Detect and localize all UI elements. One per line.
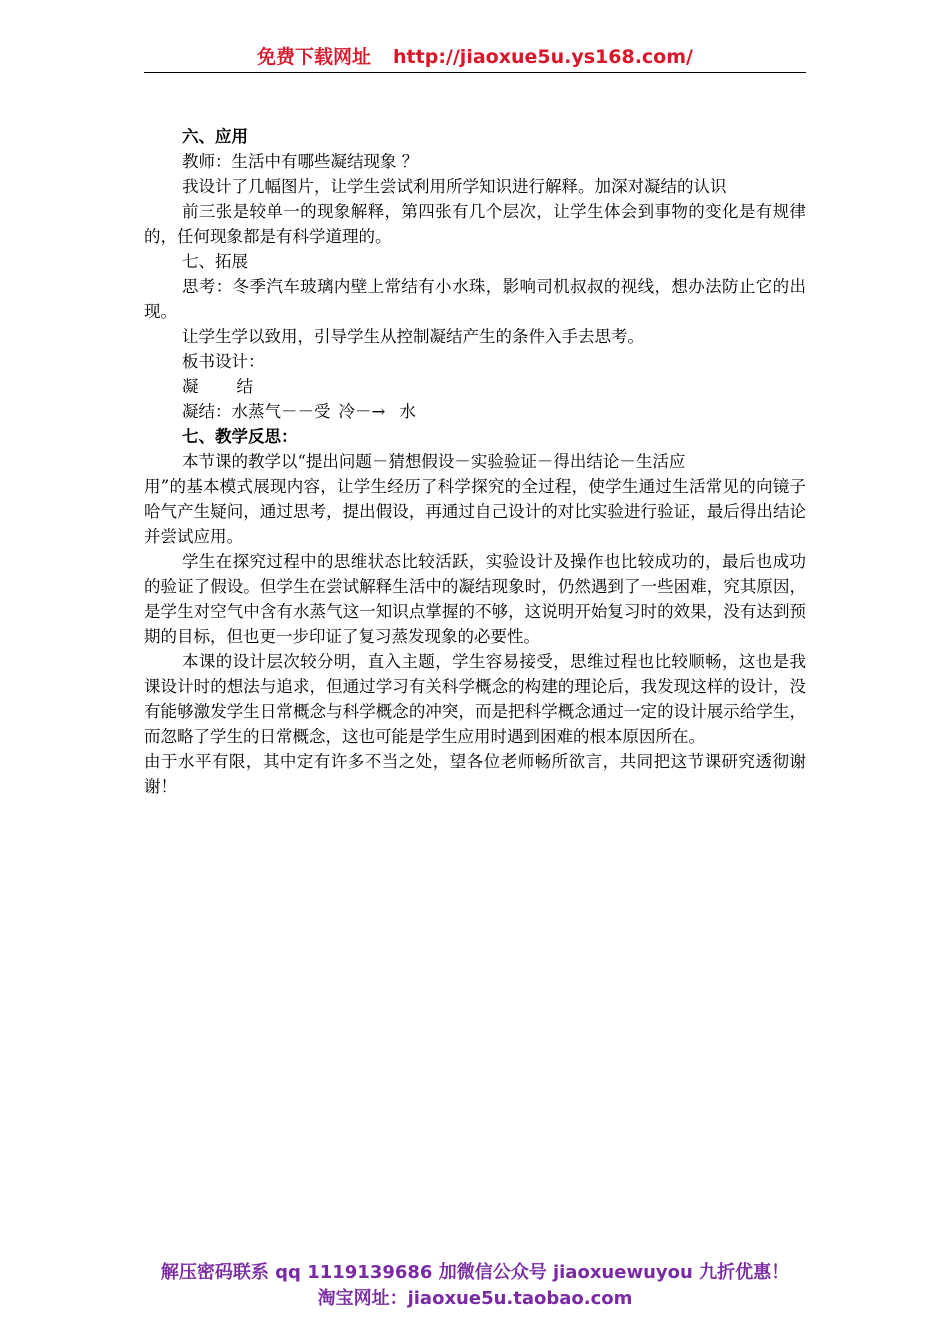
section-heading-reflection: 七、教学反思：: [182, 427, 298, 446]
board-design-formula: 凝结：水蒸气－－受 冷－→ 水: [182, 402, 416, 421]
paragraph: 学生在探究过程中的思维状态比较活跃，实验设计及操作也比较成功的，最后也成功的验证了假设。但学生在尝试解释生活中的凝结现象时，仍然遇到了一些困难，究其原因，是学生对空气中含有水蒸气这一知识点掌握的不够，这说明开始复习时的效果，没有达到预期的目标，但也更一步印证了复习蒸发现象的必要性。: [144, 552, 806, 646]
paragraph: 思考：冬季汽车玻璃内壁上常结有小水珠，影响司机叔叔的视线，想办法防止它的出现。: [144, 277, 806, 321]
document-body: [144, 124, 806, 799]
header-label: 免费下载网址: [257, 46, 372, 68]
footer-contact-line: 解压密码联系 qq 1119139686 加微信公众号 jiaoxuewuyou 九折优惠！: [160, 1262, 790, 1283]
section-heading-extension: 七、拓展: [182, 252, 248, 271]
header-url-link[interactable]: http://jiaoxue5u.ys168.com/: [393, 46, 693, 68]
board-design-word: 凝 结: [182, 377, 253, 396]
paragraph: 本课的设计层次较分明，直入主题，学生容易接受，思维过程也比较顺畅，这也是我课设计时的想法与追求，但通过学习有关科学概念的构建的理论后，我发现这样的设计，没有能够激发学生日常概念与科学概念的冲突，而是把科学概念通过一定的设计展示给学生，而忽略了学生的日常概念，这也可能是学生应用时遇到困难的根本原因所在。: [144, 652, 806, 746]
download-header: [144, 44, 806, 70]
footer-taobao-link[interactable]: 淘宝网址：jiaoxue5u.taobao.com: [317, 1288, 633, 1309]
paragraph: 本节课的教学以“提出问题－猜想假设－实验验证－得出结论－生活应: [182, 452, 686, 471]
paragraph: 用”的基本模式展现内容，让学生经历了科学探究的全过程，使学生通过生活常见的向镜子哈气产生疑问，通过思考，提出假设，再通过自己设计的对比实验进行验证，最后得出结论并尝试应用。: [144, 477, 806, 546]
board-design-title: 板书设计：: [182, 352, 265, 371]
paragraph: 让学生学以致用，引导学生从控制凝结产生的条件入手去思考。: [182, 327, 644, 346]
paragraph: 前三张是较单一的现象解释，第四张有几个层次，让学生体会到事物的变化是有规律的，任何现象都是有科学道理的。: [144, 202, 806, 246]
paragraph: 我设计了几幅图片，让学生尝试利用所学知识进行解释。加深对凝结的认识: [182, 177, 727, 196]
section-heading-application: 六、应用: [182, 127, 248, 146]
paragraph: 教师：生活中有哪些凝结现象 ？: [182, 152, 419, 171]
header-divider: [144, 72, 806, 73]
paragraph: 由于水平有限，其中定有许多不当之处，望各位老师畅所欲言，共同把这节课研究透彻谢谢！: [144, 752, 806, 796]
